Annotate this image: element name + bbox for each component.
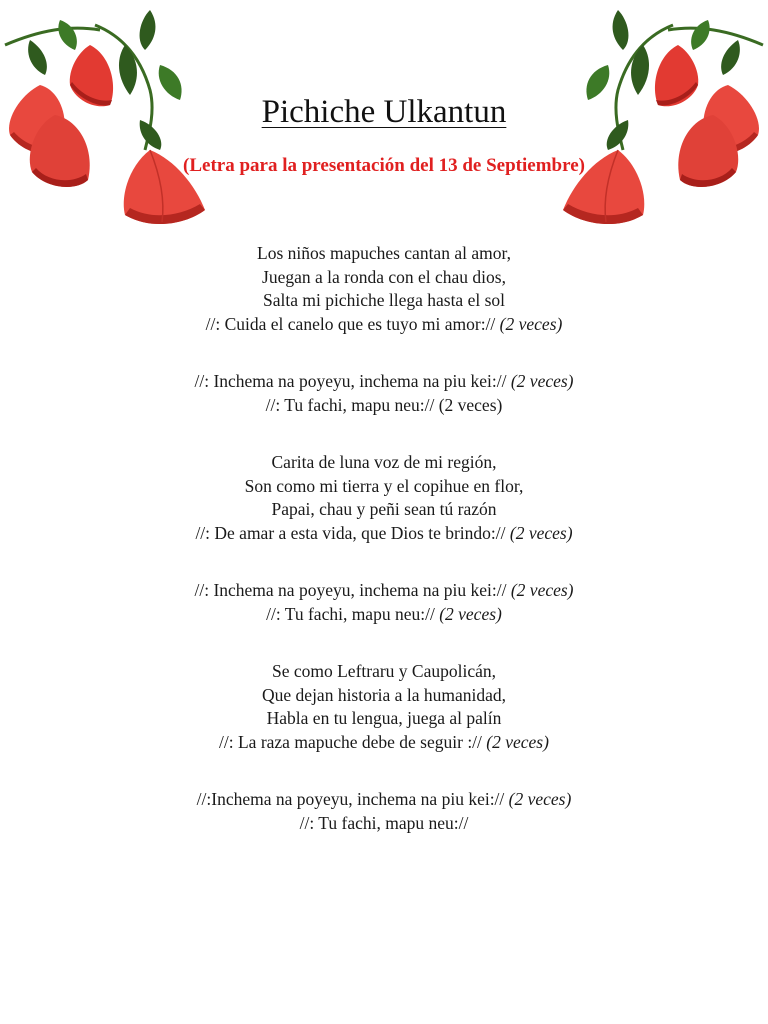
lyric-line: //: Cuida el canelo que es tuyo mi amor:// (2 veces) xyxy=(205,313,563,334)
lyric-line: Salta mi pichiche llega hasta el sol xyxy=(262,290,505,310)
lyric-line: Son como mi tierra y el copihue en flor, xyxy=(244,475,524,496)
stanza xyxy=(0,579,768,626)
lyric-line: Carita de luna voz de mi región, xyxy=(271,452,497,472)
repeat-note: (2 veces) xyxy=(499,313,563,334)
stanza xyxy=(0,370,768,417)
stanza xyxy=(0,788,768,835)
repeat-note: (2 veces) xyxy=(486,731,549,752)
lyric-line: //: Inchema na poyeyu, inchema na piu kei:// (2 veces) xyxy=(194,371,574,391)
lyric-line: Los niños mapuches cantan al amor, xyxy=(257,243,511,263)
lyric-line: Se como Leftraru y Caupolicán, xyxy=(271,661,497,681)
lyric-line: //: La raza mapuche debe de seguir :// (2 veces) xyxy=(219,731,549,752)
lyric-line: //: Tu fachi, mapu neu:// xyxy=(299,812,469,833)
repeat-note: (2 veces) xyxy=(509,522,573,543)
lyric-line: //: Tu fachi, mapu neu:// (2 veces) xyxy=(266,603,502,624)
stanza xyxy=(0,242,768,336)
lyric-line: //: Tu fachi, mapu neu:// (2 veces) xyxy=(265,394,503,415)
song-subtitle: (Letra para la presentación del 13 de Septiembre) xyxy=(183,155,585,176)
lyric-line: //:Inchema na poyeyu, inchema na piu kei:// (2 veces) xyxy=(196,789,572,809)
lyric-line: Juegan a la ronda con el chau dios, xyxy=(262,266,506,287)
lyrics xyxy=(0,242,768,869)
repeat-note: (2 veces) xyxy=(510,371,574,391)
repeat-note: (2 veces) xyxy=(439,603,502,624)
lyric-line: //: De amar a esta vida, que Dios te brindo:// (2 veces) xyxy=(195,522,573,543)
lyric-line: Habla en tu lengua, juega al palín xyxy=(266,708,502,728)
stanza xyxy=(0,451,768,545)
stanza xyxy=(0,660,768,754)
song-title: Pichiche Ulkantun xyxy=(261,94,507,130)
repeat-note: (2 veces) xyxy=(510,580,574,600)
repeat-note: (2 veces) xyxy=(508,789,572,809)
lyric-line: //: Inchema na poyeyu, inchema na piu kei:// (2 veces) xyxy=(194,580,574,600)
lyric-line: Que dejan historia a la humanidad, xyxy=(262,684,506,705)
lyric-line: Papai, chau y peñi sean tú razón xyxy=(271,499,497,519)
